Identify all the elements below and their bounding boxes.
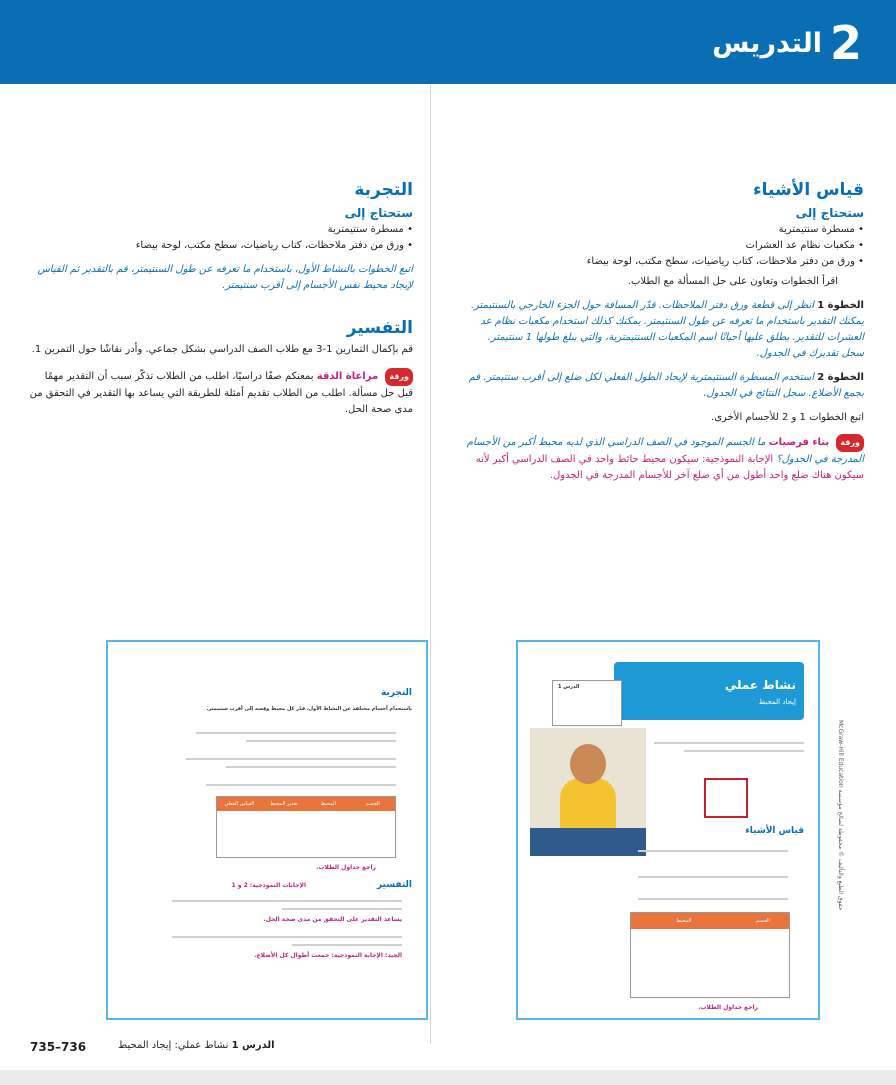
text-line [172, 900, 402, 902]
step-1-label: الخطوة 1 [817, 300, 864, 311]
footer-pages: 735–736 [30, 1040, 87, 1054]
text-line [246, 740, 396, 742]
table-col-estimate: تقدير المحيط [269, 801, 298, 807]
thumb-right-activity: نشاط عملي [724, 678, 796, 692]
right-title: قياس الأشياء [752, 180, 864, 200]
table-header [631, 913, 789, 929]
list-item: • ورق من دفتر ملاحظات، كتاب رياضيات، سطح مكتب، لوحة بيضاء [28, 238, 413, 254]
step-1-text: انظر إلى قطعة ورق دفتر الملاحظات. قدّر المسافة حول الجزء الخارجي بالسنتيمتر. يمكنك التقدير باستخدام ما تعرفه عن طول السنتيمتر. يمكنك كذلك استخدام مكعبات نظام عد العشرات للتقدير. يطلق عليها أحيانًا اسم المكعبات السنتيمترية، والتي يبلغ طولها 1 سنتيمتر. سجل تقديرك في الجدول. [470, 300, 864, 359]
thumb-left-reminder: يساعد التقدير على التحقق من مدى صحة الحل. [263, 916, 402, 923]
desk [530, 828, 646, 856]
step-2-text: استخدم المسطرة السنتيمترية لإيجاد الطول الفعلي لكل ضلع إلى أقرب سنتيمتر. قم بجمع الأضلاع. سجل النتائج في الجدول. [468, 372, 864, 399]
student-head [570, 744, 606, 784]
perimeter-square [704, 778, 748, 818]
step-2 [464, 370, 864, 402]
accuracy-label: مراعاة الدقة [316, 371, 379, 382]
text-line [638, 876, 788, 878]
table-col-actual: القياس الفعلي [224, 801, 255, 807]
thumb-right-measure: قياس الأشياء [745, 826, 804, 836]
text-line [684, 750, 804, 752]
left-title: التجربة [354, 180, 413, 200]
thumb-left-line: باستخدام أجسام مختلفة عن النشاط الأول، قدّر كل محيط وقِسه إلى أقرب سنتيمتر. [206, 706, 412, 712]
step-1 [464, 298, 864, 362]
text-line [186, 758, 396, 760]
right-intro: اقرأ الخطوات وتعاون على حل المسألة مع الطلاب. [627, 276, 838, 287]
list-item: • ورق من دفتر ملاحظات، كتاب رياضيات، سطح مكتب، لوحة بيضاء [464, 254, 864, 270]
text-line [206, 784, 396, 786]
thumbnail-right [516, 640, 820, 1020]
follow-steps: اتبع الخطوات 1 و 2 للأجسام الأخرى. [711, 412, 864, 423]
step-2-label: الخطوة 2 [817, 372, 864, 383]
left-instructions: اتبع الخطوات بالنشاط الأول، باستخدام ما تعرفه عن طول السنتيمتر، قم بالتقدير ثم القياس لإيجاد محيط نفس الأجسام إلى أقرب سنتيمتر. [37, 264, 413, 291]
table-col-perimeter: المحيط [320, 801, 336, 807]
thumb-left-table [216, 796, 396, 858]
text-line [226, 766, 396, 768]
text-line [638, 898, 788, 900]
thumb-left-interp: التفسير [376, 880, 412, 890]
practice-tag: ورقة [385, 368, 413, 386]
thumb-right-table [630, 912, 790, 998]
interpretation-title: التفسير [346, 318, 413, 338]
left-column [28, 180, 413, 418]
interpretation-text: قم بإكمال التمارين 1-3 مع طلاب الصف الدراسي بشكل جماعي. وأدر نقاشًا حول التمرين 1. [31, 344, 413, 355]
left-needs-heading: ستحتاج إلى [344, 206, 413, 220]
right-needs-heading: ستحتاج إلى [795, 206, 864, 220]
footer-activity: نشاط عملي: إيجاد المحيط [118, 1040, 229, 1051]
text-line [282, 908, 402, 910]
text-line [172, 936, 402, 938]
list-item: • مسطرة سنتيمترية [28, 222, 413, 238]
chapter-title: التدريس [712, 28, 822, 59]
right-needs-list [464, 222, 864, 270]
thumb-right-subtitle: إيجاد المحيط [758, 698, 796, 706]
thumb-left-final: الجيد: الإجابة النموذجية: جمعت أطوال كل الأضلاع. [254, 952, 402, 959]
hypothesis-answer: الإجابة النموذجية: سيكون محيط حائط واحد في الصف الدراسي أكبر لأنه سيكون هناك ضلع واحد أطول من أي ضلع آخر للأجسام المدرجة في الجدول. [475, 454, 864, 481]
text-line [654, 742, 804, 744]
thumb-left-title: التجربة [380, 688, 412, 698]
text-line [292, 944, 402, 946]
thumb-left-answers: الإجابات النموذجية: 2 و 1 [231, 882, 306, 889]
left-needs-list [28, 222, 413, 254]
sidebar-credit [832, 720, 846, 1000]
chapter-number: 2 [829, 16, 862, 70]
footer-bar [0, 1070, 896, 1085]
accuracy-text: بمعنكم صفًا دراسيًا، اطلب من الطلاب تذكّر سبب أن التقدير مهمًا قبل حل مسألة. اطلب من الطلاب تقديم أمثلة للطريقة التي يساعد بها التقدير في التحقق من مدى صحة الحل. [29, 371, 413, 415]
student-photo [530, 728, 646, 856]
credit-text: McGraw-Hill Education حقوق الطبع والتأليف © محفوظة لصالح مؤسسة [837, 720, 844, 911]
text-line [196, 732, 396, 734]
table-col-perimeter: المحيط [676, 918, 692, 924]
table-col-object: الجسم [755, 918, 770, 924]
thumb-right-note: راجع جداول الطلاب. [698, 1004, 758, 1011]
thumb-right-lesson: الدرس 1 [558, 684, 580, 690]
chapter-header [0, 0, 896, 84]
list-item: • مسطرة سنتيمترية [464, 222, 864, 238]
hypothesis-label: بناء فرضيات [768, 437, 830, 448]
text-line [638, 850, 788, 852]
list-item: • مكعبات نظام عد العشرات [464, 238, 864, 254]
footer-text [118, 1040, 275, 1051]
practice-tag: ورقة [836, 434, 864, 452]
footer-lesson: الدرس 1 [231, 1040, 275, 1051]
thumbnail-left [106, 640, 428, 1020]
thumb-left-note: راجع جداول الطلاب. [316, 864, 376, 871]
table-col-object: الجسم [365, 801, 380, 807]
accuracy-note [28, 368, 413, 418]
right-column [464, 180, 864, 484]
table-header [217, 797, 395, 811]
hypothesis [464, 434, 864, 484]
column-divider [430, 84, 431, 1044]
hypothesis-question: ما الجسم الموجود في الصف الدراسي الذي لديه محيط أكبر من الأجسام المدرجة في الجدول؟ [466, 437, 864, 465]
